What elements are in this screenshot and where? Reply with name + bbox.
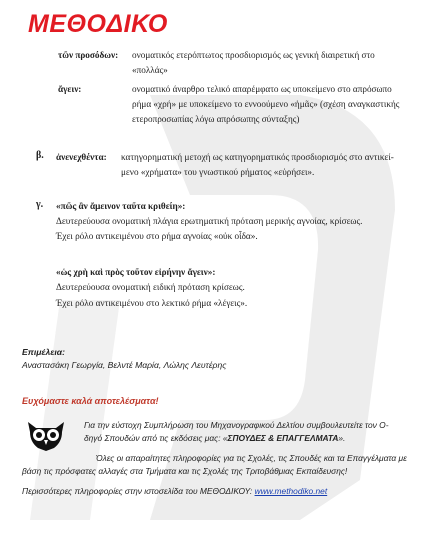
section-b-line-1: κατηγορηματική μετοχή ως κατηγορηματικός προσδιορισμός στο αντικεί- [121,152,394,162]
guide-line-2-end: ». [338,433,346,443]
info-line-2: βάση τις πρόσφατες αλλαγές στα Τμήματα και τις Σχολές της Τριτοβάθμιας Εκπαίδευσης! [22,466,348,476]
section-b-line-2: μενο «χρήματα» του γνωστικού ρήματος «εὑρήσει». [121,167,315,177]
guide-book-title: ΣΠΟΥΔΕΣ & ΕΠΑΓΓΕΛΜΑΤΑ [227,433,339,443]
term-ton-prosodon-desc-1: ονοματικός ετερόπτωτος προσδιορισμός ως γενική διαιρετική στο [132,50,375,60]
owl-icon [24,418,68,452]
guide-line-2-start: δηγό Σπουδών από τις εκδόσεις μας: « [84,433,228,443]
section-b-label: β. [36,150,44,161]
section-g-q2-line-1: Δευτερεύουσα ονοματική ειδική πρόταση κρίσεως. [56,282,245,292]
term-ton-prosodon-desc-2: «πολλάς» [132,65,168,75]
section-g-q1-line-1: Δευτερεύουσα ονοματική πλάγια ερωτηματική πρόταση μερικής αγνοίας, κρίσεως. [56,216,363,226]
term-agein-desc-3: ετεροπροσωπίας λόγω απρόσωπης σύνταξης) [132,114,300,124]
term-agein: ἄγειν: [58,84,82,94]
section-b-term: ἀνενεχθέντα: [56,152,107,162]
wishes-text: Ευχόμαστε καλά αποτελέσματα! [22,396,159,406]
more-info-text: Περισσότερες πληροφορίες στην ιστοσελίδα του ΜΕΘΟΔΙΚΟΥ: [22,486,255,496]
term-agein-desc-2: ρήμα «χρή» με υποκείμενο το εννοούμενο «ἡμᾶς» (σχέση αναγκαστικής [132,99,400,109]
section-g-q1-title: «πῶς ἂν ἄμεινον ταῦτα κριθείη»: [56,201,186,211]
more-info [22,485,327,498]
section-g-q2-line-2: Έχει ρόλο αντικειμένου στο λεκτικό ρήμα «λέγεις». [56,298,248,308]
term-agein-desc-1: ονοματικό άναρθρο τελικό απαρέμφατο ως υποκείμενο στο απρόσωπο [132,84,392,94]
section-g-label: γ. [36,199,44,210]
guide-line-1: Για την εύστοχη Συμπλήρωση του Μηχανογραφικού Δελτίου συμβουλευτείτε τον Ο- [84,420,389,430]
editors-names: Αναστασάκη Γεωργία, Βελντέ Μαρία, Λώλης Λευτέρης [22,360,227,370]
info-line-1: Όλες οι απαραίτητες πληροφορίες για τις Σχολές, τις Σπουδές και τα Επαγγέλματα με [96,453,407,463]
brand-logo: ΜΕΘΟΔΙΚΟ [28,10,168,38]
guide-line-2 [84,432,345,445]
term-ton-prosodon: τῶν προσόδων: [58,50,119,60]
section-g-q2-title: «ὡς χρὴ καὶ πρὸς τοῦτον εἰρήνην ἄγειν»: [56,267,216,277]
section-g-q1-line-2: Έχει ρόλο αντικειμένου στο ρήμα αγνοίας «οὐκ οἶδα». [56,231,258,241]
editors-label: Επιμέλεια: [22,347,66,357]
website-link[interactable]: www.methodiko.net [254,486,328,496]
